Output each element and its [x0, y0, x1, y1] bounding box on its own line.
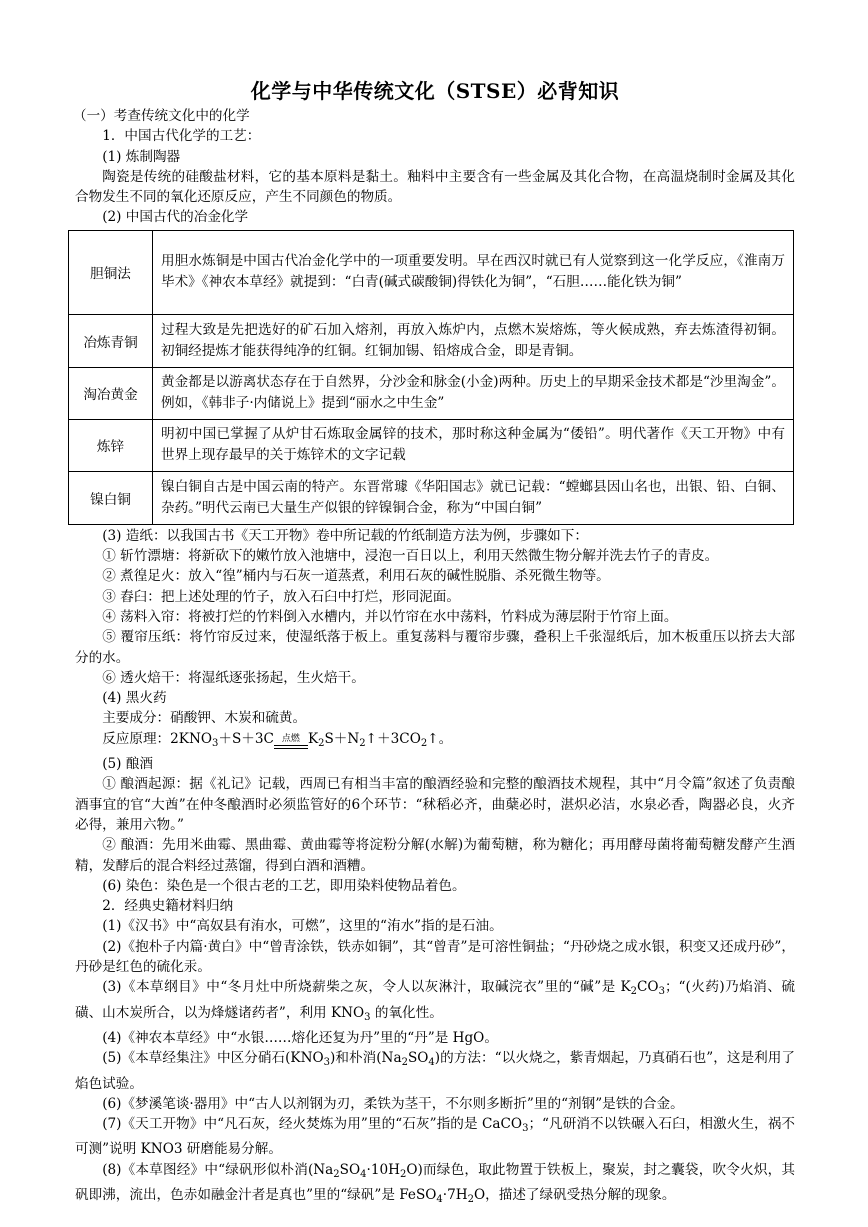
components-line: 主要成分：硝酸钾、木炭和硫黄。 [102, 710, 307, 727]
paragraph: ① 酿酒起源：据《礼记》记载，西周已有相当丰富的酿酒经验和完整的酿酒技术规程，其中“月令篇”叙述了负责酿酒事宜的官“大酋”在仲冬酿酒时必须监管好的6个环节：“秫稻必齐，曲蘖必时，湛炽必洁，水泉必香，陶器必良，火齐必得，兼用六物。” [75, 776, 795, 833]
list-item: ② 煮徨足火：放入“徨”桶内与石灰一道蒸煮，利用石灰的碱性脱脂、杀死微生物等。 [102, 568, 610, 585]
table-row [69, 230, 794, 314]
part-heading: 2．经典史籍材料归纳 [102, 898, 234, 915]
table-cell-name: 镍白铜 [69, 471, 153, 524]
record-item: (5)《本草经集注》中区分硝石$(KNO_3)$和朴消$(Na_2SO_4)$的方法：“以火烧之，紫青烟起，乃真硝石也”，这是利用了焰色试验。 [75, 1050, 795, 1092]
table-cell-desc: 黄金都是以游离状态存在于自然界，分沙金和脉金(小金)两种。历史上的早期采金技术都是“沙里淘金”。例如，《韩非子·内储说上》提到“丽水之中生金” [153, 367, 794, 419]
table-row [69, 367, 794, 419]
list-item: ① 斩竹漂塘：将新砍下的嫩竹放入池塘中，浸泡一百日以上，利用天然微生物分解并洗去竹子的青皮。 [102, 548, 719, 565]
item-heading: (4) 黑火药 [102, 690, 167, 707]
table-cell-desc: 明初中国已掌握了从炉甘石炼取金属锌的技术，那时称这种金属为“倭铅”。明代著作《天工开物》中有世界上现存最早的关于炼锌术的文字记载 [153, 419, 794, 471]
record-item: (8)《本草图经》中“绿矾形似朴消$(Na_2SO_4\cdot 10H_2O)$而绿色，取此物置于铁板上，聚炭，封之囊袋，吹令火炽，其矾即沸，流出，色赤如融金汁者是真也”里的“绿矾”是 $FeSO_4\cdot 7H_2O$，描述了绿矾受热分解的现象。 [75, 1161, 795, 1205]
record-item: (6)《梦溪笔谈·器用》中“古人以剂钢为刃，柔铁为茎干，不尔则多断折”里的“剂钢”是铁的合金。 [102, 1095, 684, 1112]
reaction-label: 反应原理：2KNO [102, 730, 212, 747]
record-item: (4)《神农本草经》中“水银……熔化还复为丹”里的“丹”是 HgO。 [102, 1029, 498, 1046]
paragraph: 陶瓷是传统的硅酸盐材料，它的基本原料是黏土。釉料中主要含有一些金属及其化合物，在高温烧制时金属及其化合物发生不同的氧化还原反应，产生不同颜色的物质。 [75, 168, 795, 206]
table-cell-name: 炼锌 [69, 419, 153, 471]
table-cell-name: 淘冶黄金 [69, 367, 153, 419]
table-cell-desc: 用胆水炼铜是中国古代冶金化学中的一项重要发明。早在西汉时就已有人觉察到这一化学反应，《淮南万毕术》《神农本草经》就提到：“白青(碱式碳酸铜)得铁化为铜”，“石胆……能化铁为铜” [153, 230, 794, 314]
item-heading: (5) 酿酒 [102, 756, 153, 773]
list-item: ⑥ 透火焙干：将湿纸逐张扬起，生火焙干。 [102, 669, 365, 686]
list-item: ⑤ 覆帘压纸：将竹帘反过来，使湿纸落于板上。重复荡料与覆帘步骤，叠积上千张湿纸后，加木板重压以挤去大部分的水。 [75, 629, 795, 666]
section-heading: （一）考查传统文化中的化学 [73, 108, 250, 124]
table-row [69, 419, 794, 471]
part-heading: 1．中国古代化学的工艺： [102, 128, 261, 145]
item-heading: (3) 造纸：以我国古书《天工开物》卷中所记载的竹纸制造方法为例，步骤如下： [102, 527, 588, 544]
page-title: 化学与中华传统文化（STSE）必背知识 [250, 79, 620, 103]
table-cell-desc: 镍白铜自古是中国云南的特产。东晋常璩《华阳国志》就已记载：“螳螂县因山名也，出银、铅、白铜、杂药。”明代云南已大量生产似银的锌镍铜合金，称为“中国白铜” [153, 471, 794, 524]
record-item: (7)《天工开物》中“凡石灰，经火焚炼为用”里的“石灰”指的是 CaCO$_3$；“凡研消不以铁碾入石臼，相激火生，祸不可测”说明 KNO3 研磨能易分解。 [75, 1116, 795, 1158]
table-cell-name: 胆铜法 [69, 230, 153, 314]
table-cell-name: 冶炼青铜 [69, 314, 153, 367]
record-item: (2)《抱朴子内篇·黄白》中“曾青涂铁，铁赤如铜”，其“曾青”是可溶性铜盐；“丹砂烧之成水银，积变又还成丹砂”，丹砂是红色的硫化汞。 [75, 938, 795, 976]
item-heading: (2) 中国古代的冶金化学 [102, 209, 249, 226]
table-cell-desc: 过程大致是先把选好的矿石加入熔剂，再放入炼炉内，点燃木炭熔炼，等火候成熟，弃去炼渣得初铜。初铜经提炼才能获得纯净的红铜。红铜加锡、铅熔成合金，即是青铜。 [153, 314, 794, 367]
item-heading: (1) 炼制陶器 [102, 148, 181, 165]
list-item: ③ 舂臼：把上述处理的竹子，放入石臼中打烂，形同泥面。 [102, 588, 460, 605]
table-row [69, 471, 794, 524]
paragraph: ② 酿酒：先用米曲霉、黑曲霉、黄曲霉等将淀粉分解(水解)为葡萄糖，称为糖化；再用酵母菌将葡萄糖发酵产生酒精，发酵后的混合料经过蒸馏，得到白酒和酒糟。 [75, 837, 795, 874]
document-page [75, 76, 795, 1210]
record-item: (3)《本草纲目》中“冬月灶中所烧薪柴之灰，令人以灰淋汁，取碱浣衣”里的“碱”是 $K_2CO_3$；“(火药)乃焰消、硫磺、山木炭所合，以为烽燧诸药者”，利用 $KNO_3$ 的氧化性。 [75, 979, 796, 1023]
list-item: ④ 荡料入帘：将被打烂的竹料倒入水槽内，并以竹帘在水中荡料，竹料成为薄层附于竹帘上面。 [102, 608, 678, 625]
item-heading: (6) 染色：染色是一个很古老的工艺，即用染料使物品着色。 [102, 877, 466, 894]
metallurgy-table [68, 230, 794, 525]
reaction-equation: 反应原理：$2KNO_3+S+3C$ 点燃 $K_2S+N_2↑+3CO_2↑$。 [102, 730, 453, 749]
table-row [69, 314, 794, 367]
record-item: (1)《汉书》中“高奴县有洧水，可燃”，这里的“洧水”指的是石油。 [102, 918, 503, 935]
reaction-condition: 点燃 [274, 735, 308, 749]
